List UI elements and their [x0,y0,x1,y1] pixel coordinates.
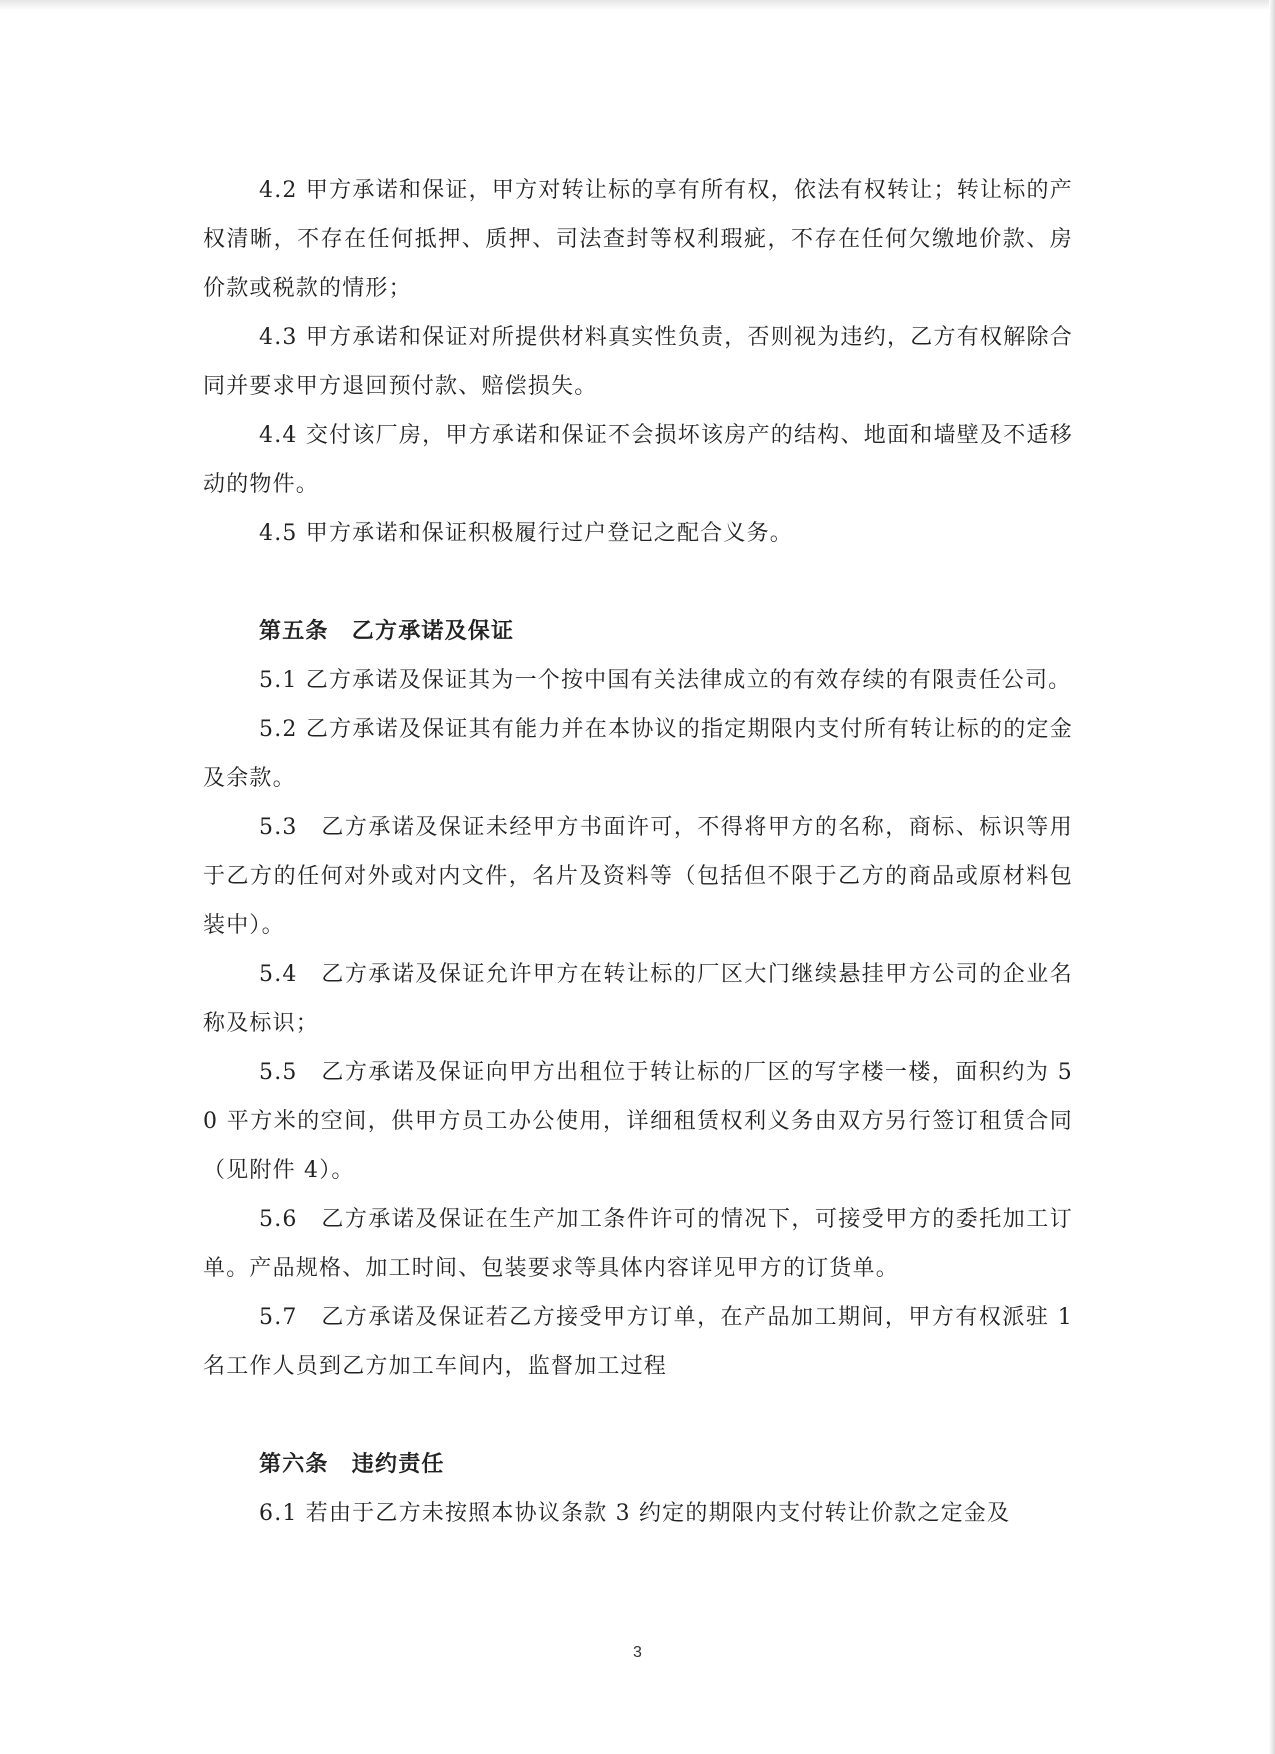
clause-5-4: 5.4 乙方承诺及保证允许甲方在转让标的厂区大门继续悬挂甲方公司的企业名称及标识； [203,962,1073,1036]
clause-4-3: 4.3 甲方承诺和保证对所提供材料真实性负责，否则视为违约，乙方有权解除合同并要求甲方退回预付款、赔偿损失。 [203,325,1073,399]
scan-shadow-top [0,0,1275,10]
section-5-heading: 第五条 乙方承诺及保证 [259,618,515,644]
section-gap [203,1391,1073,1440]
page-number: 3 [633,1644,642,1661]
clause-5-3: 5.3 乙方承诺及保证未经甲方书面许可，不得将甲方的名称，商标、标识等用于乙方的任何对外或对内文件，名片及资料等（包括但不限于乙方的商品或原材料包装中）。 [203,815,1073,938]
clause-4-4: 4.4 交付该厂房，甲方承诺和保证不会损坏该房产的结构、地面和墙壁及不适移动的物件。 [203,423,1073,497]
clause-5-6: 5.6 乙方承诺及保证在生产加工条件许可的情况下，可接受甲方的委托加工订单。产品规格、加工时间、包装要求等具体内容详见甲方的订货单。 [203,1207,1073,1281]
section-6-heading: 第六条 违约责任 [259,1451,445,1477]
section-gap [203,558,1073,607]
clause-4-2: 4.2 甲方承诺和保证，甲方对转让标的享有所有权，依法有权转让；转让标的产权清晰，不存在任何抵押、质押、司法查封等权利瑕疵，不存在任何欠缴地价款、房价款或税款的情形； [203,178,1073,301]
clause-5-2: 5.2 乙方承诺及保证其有能力并在本协议的指定期限内支付所有转让标的的定金及余款。 [203,717,1073,791]
clause-4-5: 4.5 甲方承诺和保证积极履行过户登记之配合义务。 [259,521,793,546]
scan-shadow-edge [1269,0,1275,1754]
clause-5-5: 5.5 乙方承诺及保证向甲方出租位于转让标的厂区的写字楼一楼，面积约为 50 平方米的空间，供甲方员工办公使用，详细租赁权利义务由双方另行签订租赁合同（见附件 4）。 [203,1060,1073,1183]
document-page [203,166,1082,1538]
clause-5-1: 5.1 乙方承诺及保证其为一个按中国有关法律成立的有效存续的有限责任公司。 [259,668,1072,693]
clause-5-7: 5.7 乙方承诺及保证若乙方接受甲方订单，在产品加工期间，甲方有权派驻 1 名工作人员到乙方加工车间内，监督加工过程 [203,1305,1082,1379]
clause-6-1: 6.1 若由于乙方未按照本协议条款 3 约定的期限内支付转让价款之定金及 [259,1501,1011,1526]
